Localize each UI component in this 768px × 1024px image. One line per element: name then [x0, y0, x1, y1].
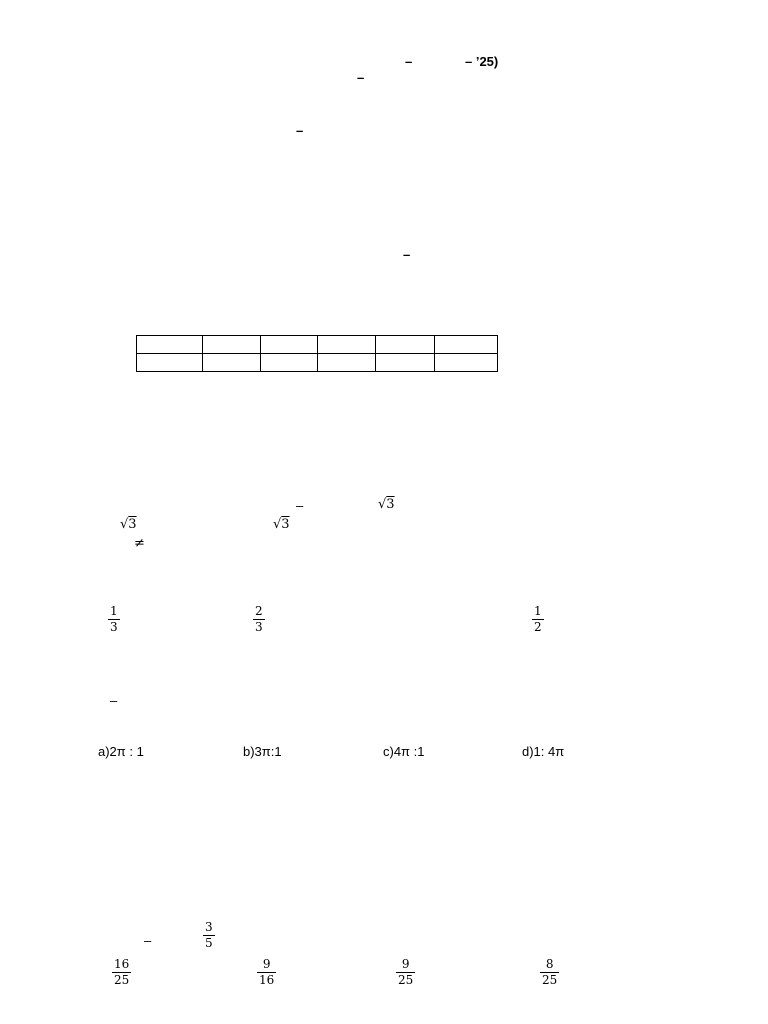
fraction-denominator: 16 — [259, 972, 275, 987]
fraction-denominator: 3 — [255, 619, 263, 634]
trig-question-dash: – — [144, 933, 152, 948]
table-cell — [318, 354, 376, 372]
table-cell — [435, 336, 498, 354]
table-cell — [435, 354, 498, 372]
sqrt-expression-left: √3 — [120, 517, 137, 532]
table-cell — [202, 336, 260, 354]
table-cell — [260, 354, 318, 372]
fraction-denominator: 25 — [398, 972, 414, 987]
sqrt-radicand: 3 — [386, 497, 395, 512]
fraction-numerator: 1 — [110, 604, 118, 618]
sqrt-question-dash: – — [296, 498, 304, 513]
sqrt-radicand: 3 — [128, 517, 137, 532]
table-row — [137, 336, 498, 354]
header-dash-b: – — [357, 70, 365, 85]
fraction-numerator: 16 — [114, 957, 130, 971]
answer-table — [136, 335, 498, 372]
fraction-denominator: 5 — [205, 935, 213, 950]
header-year-suffix: – ’25) — [465, 54, 499, 69]
ratio-option-c: c)4π :1 — [383, 744, 425, 759]
table-cell — [137, 354, 203, 372]
fraction-numerator: 9 — [401, 957, 410, 971]
fraction-numerator: 8 — [545, 957, 554, 971]
table-row — [137, 354, 498, 372]
fraction-option — [396, 958, 415, 986]
sqrt-expression-top: √3 — [378, 497, 395, 512]
table-cell — [318, 336, 376, 354]
fraction-denominator: 2 — [534, 619, 542, 634]
given-fraction — [203, 921, 215, 949]
fraction-numerator: 1 — [534, 604, 542, 618]
section-dash-1: – — [296, 123, 304, 138]
sqrt-radicand: 3 — [281, 517, 290, 532]
fraction-denominator: 25 — [542, 972, 558, 987]
section-dash-2: – — [403, 247, 411, 262]
fraction-option — [257, 958, 276, 986]
fraction-option — [108, 605, 120, 633]
fraction-numerator: 9 — [262, 957, 271, 971]
fraction-numerator: 2 — [255, 604, 263, 618]
fraction-option — [253, 605, 265, 633]
ratio-option-d: d)1: 4π — [522, 744, 565, 759]
table-cell — [376, 354, 435, 372]
fraction-option — [532, 605, 544, 633]
fraction-option — [112, 958, 131, 986]
fraction-option — [540, 958, 559, 986]
ratio-question-dash: – — [110, 693, 118, 708]
sqrt-expression-mid: √3 — [273, 517, 290, 532]
ratio-option-b: b)3π:1 — [243, 744, 282, 759]
table-cell — [202, 354, 260, 372]
not-equal-sign: ≠ — [134, 536, 145, 551]
table-cell — [137, 336, 203, 354]
ratio-option-a: a)2π : 1 — [98, 744, 144, 759]
fraction-denominator: 25 — [114, 972, 130, 987]
table-cell — [260, 336, 318, 354]
header-dash-a: – — [405, 54, 413, 69]
fraction-denominator: 3 — [110, 619, 118, 634]
fraction-numerator: 3 — [205, 920, 213, 934]
table-cell — [376, 336, 435, 354]
